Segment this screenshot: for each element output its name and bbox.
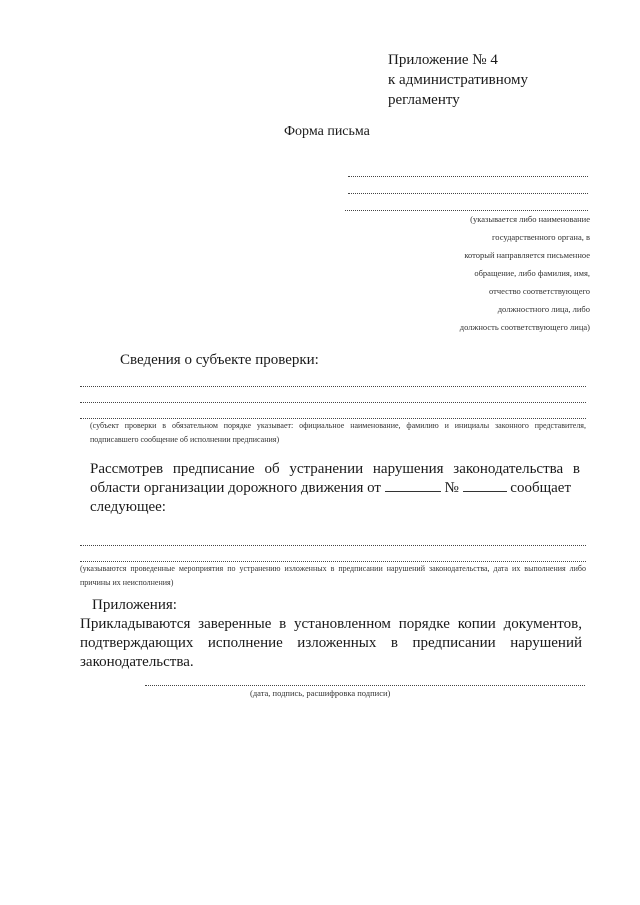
addressee-line-1 (348, 176, 588, 177)
subject-line-2 (80, 402, 586, 403)
subject-line-1 (80, 386, 586, 387)
appendix-line3: регламенту (388, 92, 460, 108)
date-blank (385, 479, 441, 492)
addressee-note-line: который направляется письменное (464, 250, 590, 260)
measures-line-1 (80, 545, 586, 546)
addressee-note (438, 210, 590, 336)
attachments-line1: Прикладываются заверенные в установленном порядке копии документов, (80, 616, 582, 632)
addressee-note-line: должность соответствующего лица) (459, 322, 590, 332)
attachments-line2: подтверждающих исполнение изложенных в предписании нарушений (80, 635, 582, 651)
main-paragraph-line2-end: сообщает (510, 480, 572, 496)
appendix-header (388, 50, 528, 110)
subject-heading: Сведения о субъекте проверки: (120, 352, 319, 368)
form-title: Форма письма (284, 124, 370, 139)
main-paragraph-line1: Рассмотрев предписание об устранении нарушения законодательства в (90, 461, 580, 477)
attachments-line3: законодательства. (80, 654, 194, 670)
attachments-heading: Приложения: (92, 597, 177, 613)
signature-line (145, 685, 585, 686)
addressee-line-2 (348, 193, 588, 194)
main-paragraph-line2-start: области организации дорожного движения от (90, 480, 381, 496)
addressee-note-line: должностного лица, либо (497, 304, 590, 314)
main-paragraph-line3: следующее: (90, 499, 166, 515)
addressee-note-line: (указывается либо наименование (470, 214, 590, 224)
addressee-note-line: государственного органа, в (491, 232, 590, 242)
main-paragraph-line2 (90, 479, 580, 498)
number-sign: № (444, 480, 459, 496)
measures-note: (указываются проведенные мероприятия по устранению изложенных в предписании нарушений законодательства, дата их выполнения либо причины их неисполнения) (80, 564, 586, 587)
appendix-line2: к административному (388, 72, 528, 88)
number-blank (463, 479, 507, 492)
addressee-note-line: обращение, либо фамилия, имя, (474, 268, 590, 278)
main-paragraph (90, 460, 580, 517)
signature-note: (дата, подпись, расшифровка подписи) (250, 688, 391, 698)
attachments-text (80, 615, 582, 672)
appendix-number: Приложение № 4 (388, 52, 498, 68)
subject-note: (субъект проверки в обязательном порядке указывает: официальное наименование, фамилию и инициалы законного представителя, подписавшего сообщение об исполнении предписания) (90, 421, 586, 444)
addressee-note-line: отчество соответствующего (488, 286, 590, 296)
